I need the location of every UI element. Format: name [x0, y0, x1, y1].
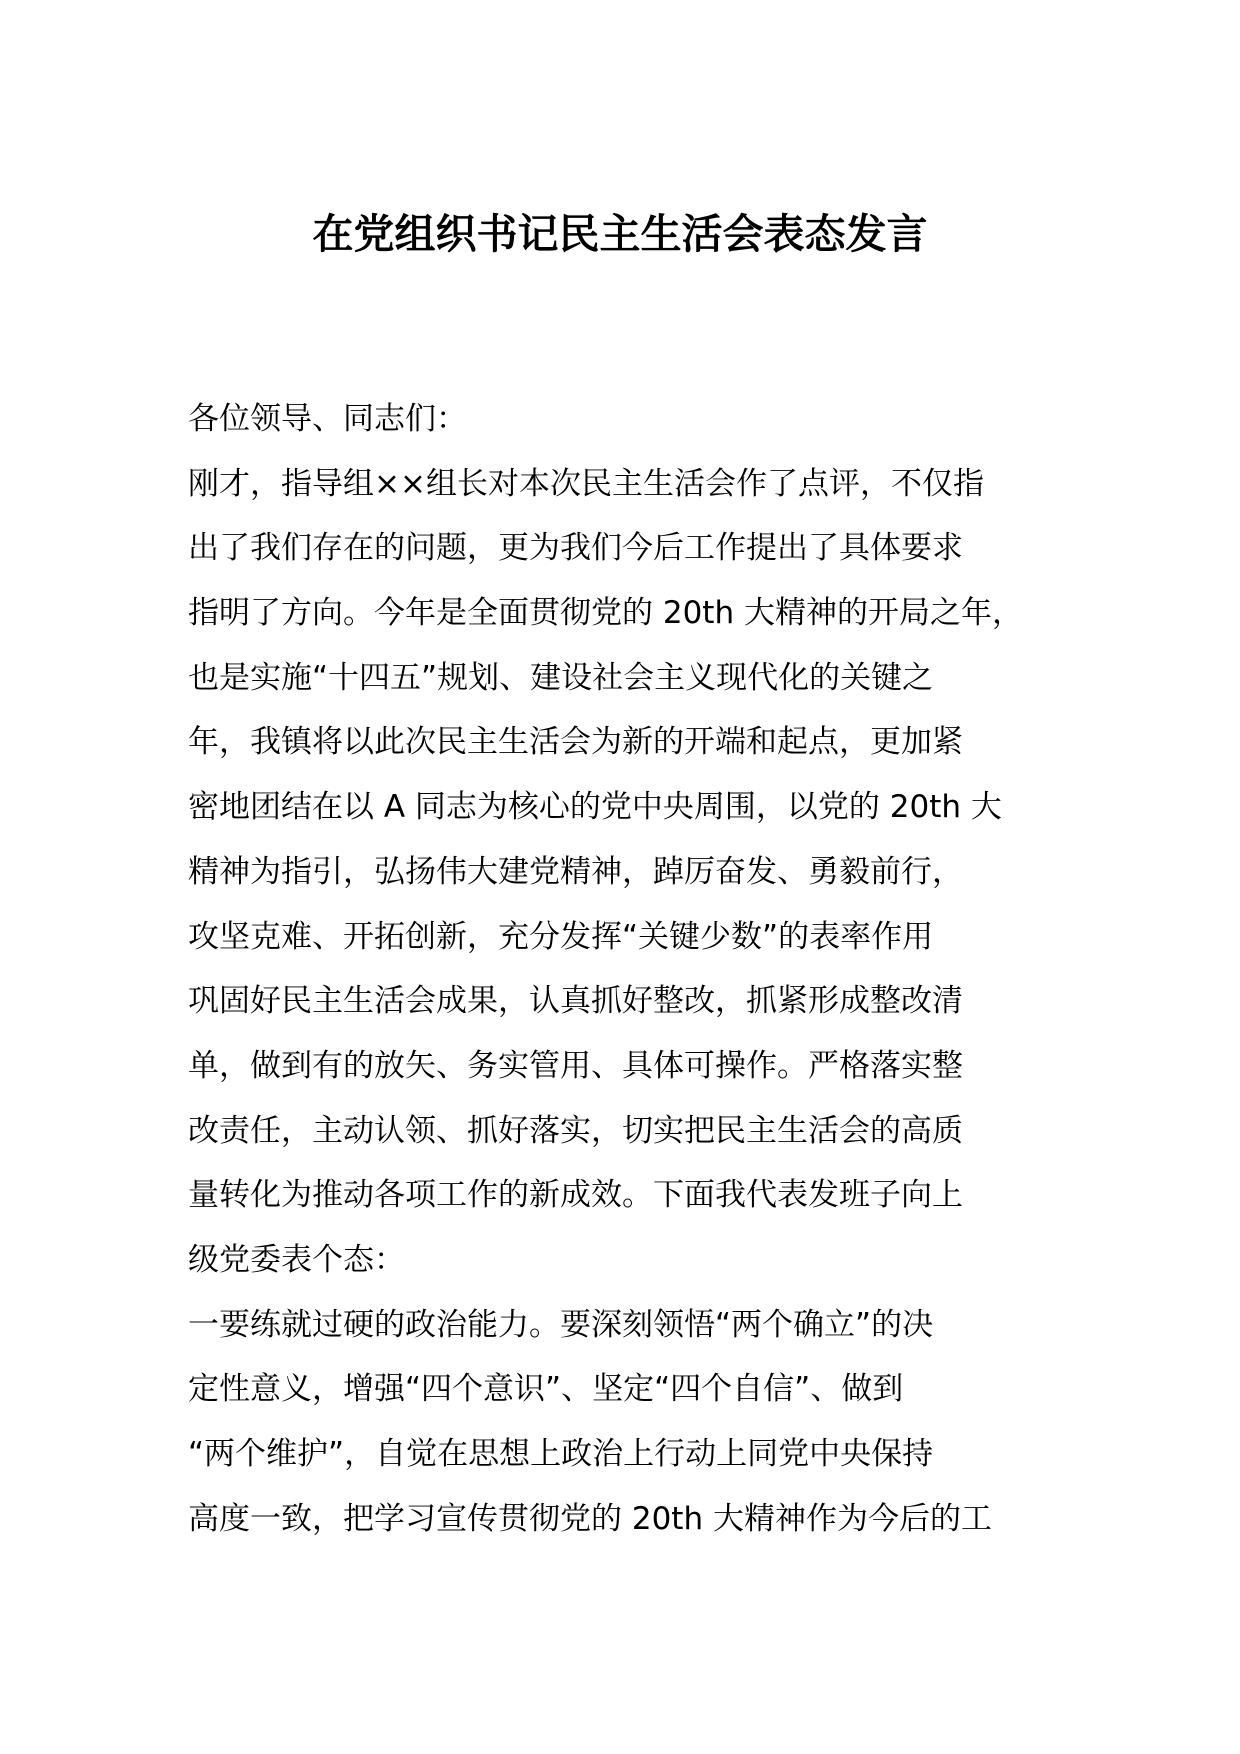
text-line: 指明了方向。今年是全面贯彻党的 20th 大精神的开局之年，	[188, 595, 1023, 632]
text-line: 出了我们存在的问题，更为我们今后工作提出了具体要求	[188, 530, 963, 567]
text-line: 攻坚克难、开拓创新，充分发挥“关键少数”的表率作用	[188, 918, 934, 955]
text-line: 定性意义，增强“四个意识”、坚定“四个自信”、做到	[188, 1371, 904, 1408]
text-line: 量转化为推动各项工作的新成效。下面我代表发班子向上	[188, 1177, 963, 1214]
text-line: “两个维护”，自觉在思想上政治上行动上同党中央保持	[188, 1436, 934, 1472]
text-line: 级党委表个态：	[188, 1241, 405, 1278]
text-line: 也是实施“十四五”规划、建设社会主义现代化的关键之	[188, 659, 934, 696]
document-body	[188, 387, 1108, 1551]
text-line: 高度一致，把学习宣传贯彻党的 20th 大精神作为今后的工	[188, 1500, 992, 1537]
text-line: 刚才，指导组××组长对本次民主生活会作了点评，不仅指	[188, 465, 984, 502]
text-line: 单，做到有的放矢、务实管用、具体可操作。严格落实整	[188, 1047, 963, 1084]
text-line: 改责任，主动认领、抓好落实，切实把民主生活会的高质	[188, 1112, 963, 1149]
text-line: 各位领导、同志们：	[188, 401, 467, 437]
text-line: 一要练就过硬的政治能力。要深刻领悟“两个确立”的决	[188, 1306, 934, 1343]
text-line: 密地团结在以 A 同志为核心的党中央周围，以党的 20th 大	[188, 789, 1002, 826]
text-line: 精神为指引，弘扬伟大建党精神，踔厉奋发、勇毅前行，	[188, 853, 963, 890]
document-title: 在党组织书记民主生活会表态发言	[312, 210, 928, 258]
text-line: 巩固好民主生活会成果，认真抓好整改，抓紧形成整改清	[188, 983, 963, 1020]
text-line: 年，我镇将以此次民主生活会为新的开端和起点，更加紧	[188, 724, 963, 761]
